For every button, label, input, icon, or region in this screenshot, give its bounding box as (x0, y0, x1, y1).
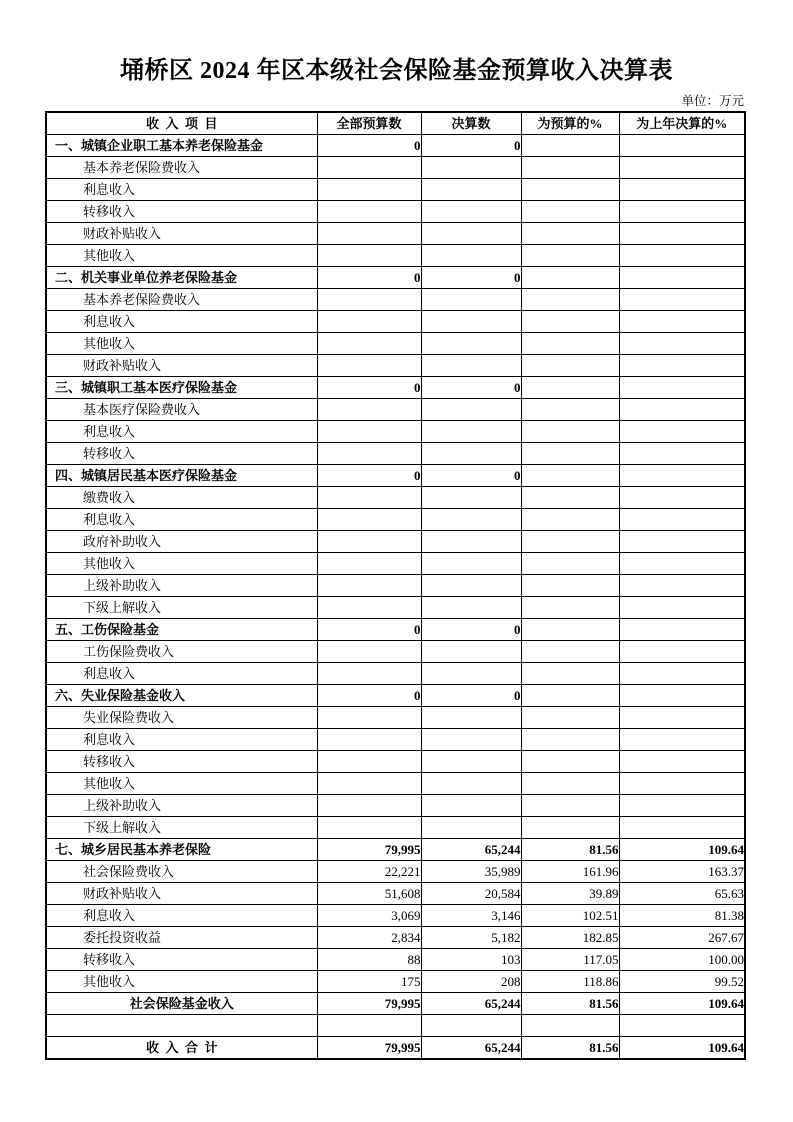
row-value (317, 773, 421, 795)
row-value (317, 311, 421, 333)
row-value (421, 773, 521, 795)
table-row (46, 641, 745, 663)
table-row (46, 817, 745, 839)
row-value (619, 135, 745, 157)
row-value: 35,989 (421, 861, 521, 883)
row-value (521, 421, 619, 443)
row-value: 0 (421, 619, 521, 641)
row-value (521, 465, 619, 487)
row-value (317, 421, 421, 443)
row-value: 103 (421, 949, 521, 971)
table-row (46, 487, 745, 509)
row-label: 利息收入 (46, 663, 317, 685)
row-label: 利息收入 (46, 311, 317, 333)
row-value (421, 399, 521, 421)
row-label: 六、失业保险基金收入 (46, 685, 317, 707)
row-value (619, 267, 745, 289)
row-label: 工伤保险费收入 (46, 641, 317, 663)
table-row (46, 135, 745, 157)
row-value (619, 663, 745, 685)
row-value: 163.37 (619, 861, 745, 883)
row-value (521, 399, 619, 421)
row-label: 财政补贴收入 (46, 883, 317, 905)
row-value (619, 157, 745, 179)
row-value (421, 641, 521, 663)
row-value (619, 399, 745, 421)
row-value (619, 531, 745, 553)
row-value (421, 663, 521, 685)
row-value (421, 333, 521, 355)
row-value: 51,608 (317, 883, 421, 905)
row-value: 65.63 (619, 883, 745, 905)
row-value: 267.67 (619, 927, 745, 949)
row-label: 利息收入 (46, 179, 317, 201)
row-value (421, 443, 521, 465)
row-value (521, 267, 619, 289)
row-value (521, 795, 619, 817)
row-label (46, 1015, 317, 1037)
row-value: 100.00 (619, 949, 745, 971)
row-label: 利息收入 (46, 509, 317, 531)
row-value (421, 1015, 521, 1037)
row-value (619, 465, 745, 487)
table-row (46, 597, 745, 619)
table-row (46, 619, 745, 641)
row-value (421, 575, 521, 597)
row-value (521, 223, 619, 245)
row-value (619, 421, 745, 443)
row-value (619, 333, 745, 355)
row-value (317, 157, 421, 179)
row-value (317, 751, 421, 773)
row-value (317, 179, 421, 201)
row-label: 利息收入 (46, 729, 317, 751)
table-row (46, 333, 745, 355)
row-label: 一、城镇企业职工基本养老保险基金 (46, 135, 317, 157)
row-value (619, 377, 745, 399)
row-value (521, 685, 619, 707)
row-value (521, 619, 619, 641)
row-value (317, 399, 421, 421)
row-value (421, 311, 521, 333)
row-value: 0 (317, 267, 421, 289)
row-value (619, 245, 745, 267)
table-row (46, 443, 745, 465)
row-value (521, 355, 619, 377)
row-label: 社会保险费收入 (46, 861, 317, 883)
page-title: 埇桥区 2024 年区本级社会保险基金预算收入决算表 (120, 58, 673, 84)
row-value (521, 135, 619, 157)
row-value (619, 575, 745, 597)
row-value: 161.96 (521, 861, 619, 883)
row-value: 20,584 (421, 883, 521, 905)
row-label: 转移收入 (46, 751, 317, 773)
row-value (521, 487, 619, 509)
row-label: 下级上解收入 (46, 817, 317, 839)
row-value: 79,995 (317, 993, 421, 1015)
row-label: 转移收入 (46, 949, 317, 971)
row-value (421, 795, 521, 817)
row-value: 81.38 (619, 905, 745, 927)
row-value (521, 597, 619, 619)
row-value (521, 377, 619, 399)
row-value (317, 531, 421, 553)
row-label: 五、工伤保险基金 (46, 619, 317, 641)
row-value: 3,146 (421, 905, 521, 927)
table-row (46, 795, 745, 817)
table-row (46, 993, 745, 1015)
row-value (317, 289, 421, 311)
budget-table (45, 111, 746, 1060)
row-label: 利息收入 (46, 421, 317, 443)
row-label: 基本医疗保险费收入 (46, 399, 317, 421)
table-row (46, 663, 745, 685)
row-value (521, 333, 619, 355)
row-value (619, 773, 745, 795)
row-value: 79,995 (317, 839, 421, 861)
table-row (46, 971, 745, 993)
row-value: 79,995 (317, 1037, 421, 1060)
row-value: 0 (317, 377, 421, 399)
row-value (317, 509, 421, 531)
table-row (46, 729, 745, 751)
row-label: 财政补贴收入 (46, 223, 317, 245)
table-row (46, 421, 745, 443)
row-value: 0 (317, 685, 421, 707)
row-value: 0 (421, 267, 521, 289)
row-value (317, 223, 421, 245)
row-value (317, 553, 421, 575)
table-row (46, 289, 745, 311)
row-label: 转移收入 (46, 443, 317, 465)
row-value: 81.56 (521, 993, 619, 1015)
row-value: 39.89 (521, 883, 619, 905)
column-header-total-budget: 全部预算数 (317, 112, 421, 135)
table-row (46, 245, 745, 267)
table-row (46, 311, 745, 333)
row-value: 109.64 (619, 1037, 745, 1060)
row-value (619, 553, 745, 575)
row-value (317, 443, 421, 465)
row-value: 65,244 (421, 993, 521, 1015)
row-value (619, 509, 745, 531)
row-value (521, 817, 619, 839)
column-header-income-item: 收 入 项 目 (46, 112, 317, 135)
row-value: 118.86 (521, 971, 619, 993)
row-value: 65,244 (421, 1037, 521, 1060)
row-value (421, 201, 521, 223)
row-label: 三、城镇职工基本医疗保险基金 (46, 377, 317, 399)
row-value: 109.64 (619, 993, 745, 1015)
row-label: 失业保险费收入 (46, 707, 317, 729)
row-value (421, 509, 521, 531)
row-value (421, 597, 521, 619)
row-value (421, 179, 521, 201)
row-value (521, 553, 619, 575)
row-value (421, 817, 521, 839)
row-value (421, 157, 521, 179)
table-row (46, 707, 745, 729)
row-value (421, 289, 521, 311)
row-value (521, 663, 619, 685)
row-value (619, 443, 745, 465)
column-header-pct-of-budget: 为预算的% (521, 112, 619, 135)
row-value (421, 355, 521, 377)
row-value: 0 (317, 465, 421, 487)
table-row (46, 575, 745, 597)
row-value (521, 531, 619, 553)
row-value (619, 597, 745, 619)
row-value (521, 575, 619, 597)
unit-note: 单位：万元 (681, 94, 744, 108)
table-row (46, 399, 745, 421)
row-value: 0 (317, 135, 421, 157)
row-value (521, 751, 619, 773)
table-row (46, 157, 745, 179)
row-value (619, 179, 745, 201)
table-row (46, 685, 745, 707)
row-value (619, 201, 745, 223)
table-row (46, 465, 745, 487)
row-value (421, 751, 521, 773)
row-value (619, 487, 745, 509)
row-value: 3,069 (317, 905, 421, 927)
row-value (619, 223, 745, 245)
table-row (46, 531, 745, 553)
row-value (521, 179, 619, 201)
row-value: 81.56 (521, 1037, 619, 1060)
table-row (46, 1015, 745, 1037)
row-value: 0 (421, 135, 521, 157)
row-value: 0 (421, 685, 521, 707)
row-value (619, 311, 745, 333)
row-value: 109.64 (619, 839, 745, 861)
row-label: 基本养老保险费收入 (46, 289, 317, 311)
row-value: 22,221 (317, 861, 421, 883)
table-header-row (46, 112, 745, 135)
row-value: 0 (317, 619, 421, 641)
row-value: 0 (421, 465, 521, 487)
row-label: 二、机关事业单位养老保险基金 (46, 267, 317, 289)
row-label: 其他收入 (46, 553, 317, 575)
row-value (317, 707, 421, 729)
table-row (46, 839, 745, 861)
row-value (521, 707, 619, 729)
row-value (521, 245, 619, 267)
row-value (317, 795, 421, 817)
row-label: 七、城乡居民基本养老保险 (46, 839, 317, 861)
table-row (46, 883, 745, 905)
row-value: 88 (317, 949, 421, 971)
table-row (46, 861, 745, 883)
table-row (46, 773, 745, 795)
row-value (619, 1015, 745, 1037)
row-value (421, 707, 521, 729)
table-row (46, 179, 745, 201)
row-value (317, 245, 421, 267)
row-value (317, 201, 421, 223)
table-row (46, 267, 745, 289)
row-value (521, 509, 619, 531)
row-label: 上级补助收入 (46, 575, 317, 597)
row-label: 其他收入 (46, 245, 317, 267)
row-label: 收 入 合 计 (46, 1037, 317, 1060)
row-value: 99.52 (619, 971, 745, 993)
row-value (317, 817, 421, 839)
table-row (46, 509, 745, 531)
row-value (521, 1015, 619, 1037)
row-value (317, 355, 421, 377)
row-value (317, 597, 421, 619)
row-value (521, 311, 619, 333)
table-row (46, 201, 745, 223)
row-label: 缴费收入 (46, 487, 317, 509)
row-value: 117.05 (521, 949, 619, 971)
row-label: 其他收入 (46, 333, 317, 355)
row-value (619, 751, 745, 773)
column-header-pct-of-prev-year: 为上年决算的% (619, 112, 745, 135)
table-row (46, 223, 745, 245)
row-value: 102.51 (521, 905, 619, 927)
row-value: 2,834 (317, 927, 421, 949)
row-value (421, 223, 521, 245)
row-value (421, 553, 521, 575)
row-value: 182.85 (521, 927, 619, 949)
row-value (619, 729, 745, 751)
row-value (317, 1015, 421, 1037)
table-row (46, 949, 745, 971)
row-value (619, 685, 745, 707)
row-value (421, 421, 521, 443)
row-value (421, 245, 521, 267)
row-value: 81.56 (521, 839, 619, 861)
table-row (46, 355, 745, 377)
row-label: 政府补助收入 (46, 531, 317, 553)
row-value: 5,182 (421, 927, 521, 949)
row-label: 上级补助收入 (46, 795, 317, 817)
row-value: 208 (421, 971, 521, 993)
row-value (317, 729, 421, 751)
row-value: 0 (421, 377, 521, 399)
row-value (619, 795, 745, 817)
row-value (619, 289, 745, 311)
row-value (619, 641, 745, 663)
row-value (421, 487, 521, 509)
row-value (521, 157, 619, 179)
row-label: 其他收入 (46, 773, 317, 795)
table-row (46, 377, 745, 399)
row-value (619, 817, 745, 839)
row-value (317, 575, 421, 597)
row-label: 四、城镇居民基本医疗保险基金 (46, 465, 317, 487)
row-value (521, 729, 619, 751)
row-value (521, 201, 619, 223)
row-value: 175 (317, 971, 421, 993)
row-label: 其他收入 (46, 971, 317, 993)
row-label: 基本养老保险费收入 (46, 157, 317, 179)
row-label: 委托投资收益 (46, 927, 317, 949)
row-value (317, 641, 421, 663)
row-label: 转移收入 (46, 201, 317, 223)
table-row (46, 927, 745, 949)
row-value: 65,244 (421, 839, 521, 861)
row-label: 财政补贴收入 (46, 355, 317, 377)
table-row (46, 1037, 745, 1060)
row-value (317, 663, 421, 685)
row-value (521, 443, 619, 465)
row-value (521, 641, 619, 663)
row-label: 利息收入 (46, 905, 317, 927)
row-value (421, 729, 521, 751)
table-row (46, 905, 745, 927)
table-row (46, 553, 745, 575)
table-body (46, 135, 745, 1060)
row-label: 下级上解收入 (46, 597, 317, 619)
row-value (619, 355, 745, 377)
row-value (619, 619, 745, 641)
row-label: 社会保险基金收入 (46, 993, 317, 1015)
row-value (521, 773, 619, 795)
row-value (317, 487, 421, 509)
row-value (317, 333, 421, 355)
row-value (521, 289, 619, 311)
row-value (619, 707, 745, 729)
column-header-final-accounts: 决算数 (421, 112, 521, 135)
table-row (46, 751, 745, 773)
row-value (421, 531, 521, 553)
